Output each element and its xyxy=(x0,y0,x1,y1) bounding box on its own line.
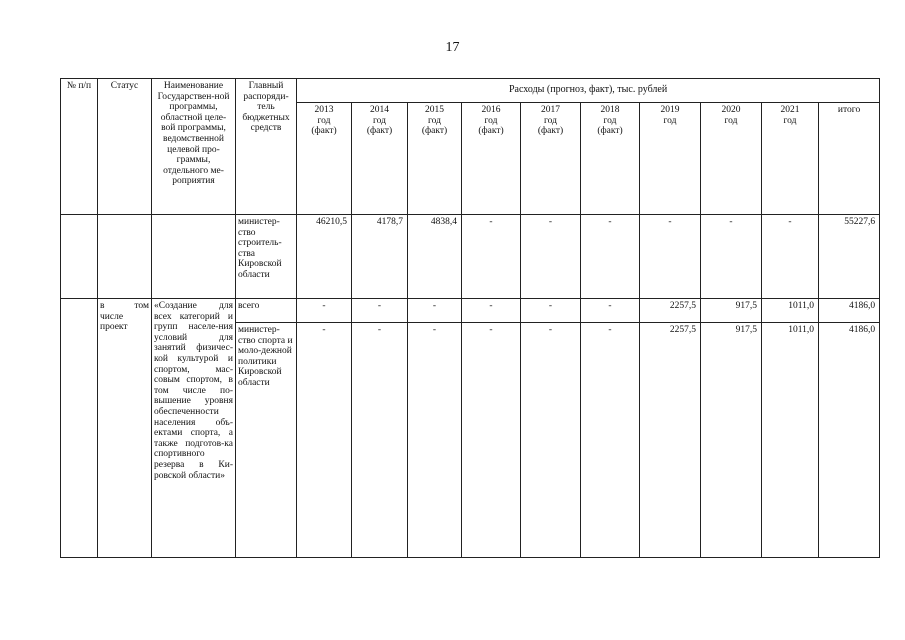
header-year-2014: 2014 год (факт) xyxy=(352,103,408,215)
cell-value: - xyxy=(297,299,352,323)
header-expenses: Расходы (прогноз, факт), тыс. рублей xyxy=(297,79,880,103)
cell-value: - xyxy=(640,215,701,299)
cell-admin: министер-ство спорта и моло-дежной политики Кировской области xyxy=(236,323,297,558)
cell-value: 4838,4 xyxy=(408,215,462,299)
cell-admin: министер-ство строитель-ства Кировской области xyxy=(236,215,297,299)
cell-value: - xyxy=(521,215,581,299)
header-year-2016: 2016 год (факт) xyxy=(462,103,521,215)
budget-table xyxy=(60,78,880,558)
cell-project-name: «Создание для всех категорий и групп населе-ния условий для занятий физичес-кой культурой и спортом, мас-совым спортом, в том числе по-вышение уровня обеспеченности населения объ-ектами спорта, а также подготов-ка спортивного резерва в Ки-ровской области» xyxy=(152,299,236,558)
cell-num xyxy=(61,299,98,558)
header-year-2017: 2017 год (факт) xyxy=(521,103,581,215)
cell-value: - xyxy=(297,323,352,558)
header-status: Статус xyxy=(98,79,152,215)
cell-value: - xyxy=(701,215,762,299)
cell-value: 2257,5 xyxy=(640,323,701,558)
cell-value: - xyxy=(462,299,521,323)
cell-status xyxy=(98,299,152,558)
table-row xyxy=(61,299,880,323)
cell-value: - xyxy=(581,215,640,299)
cell-value: - xyxy=(408,299,462,323)
cell-value: 1011,0 xyxy=(762,323,819,558)
header-year-2013: 2013 год (факт) xyxy=(297,103,352,215)
cell-value: - xyxy=(581,323,640,558)
header-year-2020: 2020 год xyxy=(701,103,762,215)
cell-value: - xyxy=(408,323,462,558)
cell-value: 2257,5 xyxy=(640,299,701,323)
cell-value: - xyxy=(581,299,640,323)
header-year-2015: 2015 год (факт) xyxy=(408,103,462,215)
cell-value: 4178,7 xyxy=(352,215,408,299)
cell-value: - xyxy=(462,323,521,558)
cell-value: - xyxy=(462,215,521,299)
header-year-2019: 2019 год xyxy=(640,103,701,215)
cell-name xyxy=(152,215,236,299)
cell-value: - xyxy=(521,323,581,558)
cell-total: 4186,0 xyxy=(819,299,880,323)
cell-value: 1011,0 xyxy=(762,299,819,323)
cell-value: 917,5 xyxy=(701,299,762,323)
header-year-2018: 2018 год (факт) xyxy=(581,103,640,215)
cell-total: 55227,6 xyxy=(819,215,880,299)
header-year-2021: 2021 год xyxy=(762,103,819,215)
cell-value: - xyxy=(521,299,581,323)
table-row xyxy=(61,215,880,299)
page-number: 17 xyxy=(445,40,460,55)
header-row-1 xyxy=(61,79,880,103)
header-admin: Главный распоряди-тель бюджетных средств xyxy=(236,79,297,215)
cell-value: 46210,5 xyxy=(297,215,352,299)
cell-total: 4186,0 xyxy=(819,323,880,558)
cell-value: - xyxy=(762,215,819,299)
cell-value: 917,5 xyxy=(701,323,762,558)
header-name: Наименование Государствен-ной программы, областной целе-вой программы, ведомственной целевой про-граммы, отдельного ме-роприятия xyxy=(152,79,236,215)
cell-admin: всего xyxy=(236,299,297,323)
status-line: проект xyxy=(100,322,128,333)
header-total: итого xyxy=(819,103,880,215)
header-num: № п/п xyxy=(61,79,98,215)
status-line: в том xyxy=(100,301,149,311)
cell-value: - xyxy=(352,299,408,323)
status-line: числе xyxy=(100,311,124,322)
cell-status xyxy=(98,215,152,299)
cell-num xyxy=(61,215,98,299)
cell-value: - xyxy=(352,323,408,558)
